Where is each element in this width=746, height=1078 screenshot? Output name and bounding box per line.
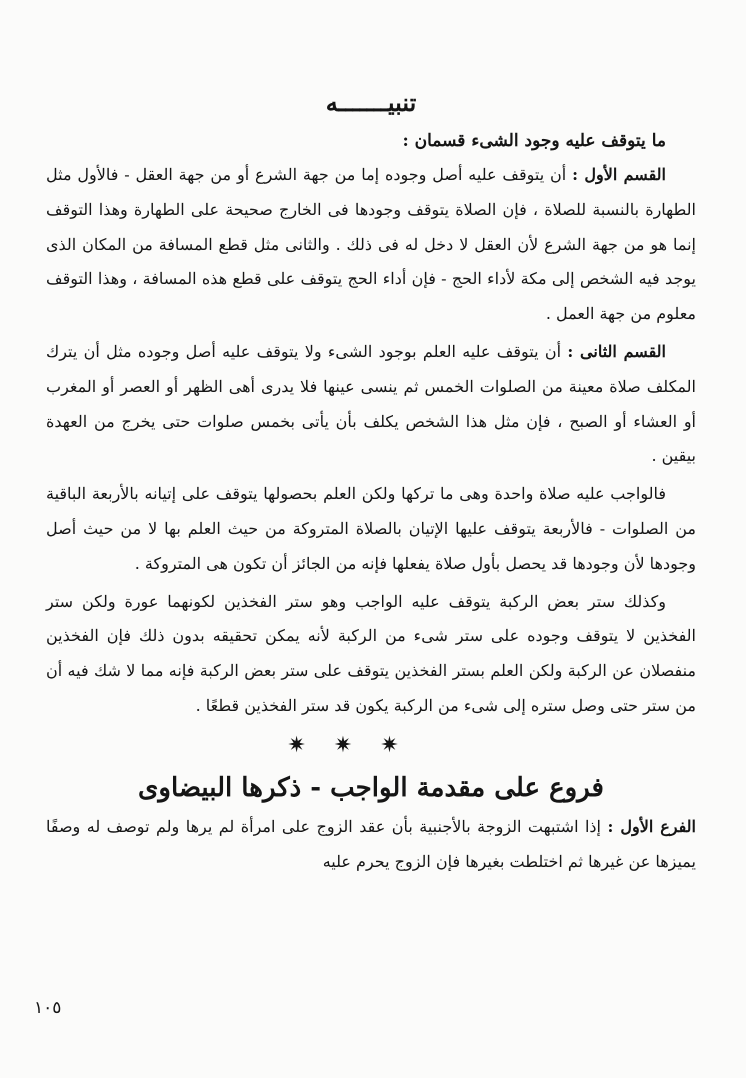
page-number: ١٠٥ <box>34 998 62 1018</box>
paragraph-knee-covering <box>46 585 696 724</box>
section-title: فروع على مقدمة الواجب - ذكرها البيضاوى <box>138 772 604 803</box>
paragraph-section-one <box>46 158 696 332</box>
document-page <box>46 86 696 879</box>
paragraph-section-two <box>46 335 696 474</box>
paragraph-first-branch <box>46 810 696 880</box>
paragraph-text: أن يتوقف عليه العلم بوجود الشىء ولا يتوقف عليه أصل وجوده مثل أن يترك المكلف صلاة معينة من الصلوات الخمس ثم ينسى عينها فلا يدرى أهى الظهر أو العصر أو المغرب أو العشاء أو الصبح ، فإن مثل هذا الشخص يكلف بأن يأتى بخمس صلوات حتى يخرج من العهدة بيقين . <box>46 341 696 466</box>
paragraph-text: أن يتوقف عليه أصل وجوده إما من جهة الشرع أو من جهة العقل - فالأول مثل الطهارة بالنسبة للصلاة ، فإن الصلاة يتوقف وجودها فى الخارج صحيحة على الطهارة وهذا التوقف إنما هو من جهة الشرع لأن العقل لا دخل له فى ذلك . والثانى مثل قطع المسافة من المكان الذى يوجد فيه الشخص إلى مكة لأداء الحج - فإن أداء الحج يتوقف على قطع هذه المسافة ، وهذا التوقف معلوم من جهة العمل . <box>46 165 696 324</box>
subheading: ما يتوقف عليه وجود الشىء قسمان : <box>402 131 666 151</box>
paragraph-text: إذا اشتبهت الزوجة بالأجنبية بأن عقد الزوج على امرأة لم يرها ولم توصف له وصفًا يميزها عن غيرها ثم اختلطت بغيرها فإن الزوج يحرم عليه <box>46 816 696 871</box>
paragraph-lead: القسم الثانى : <box>567 341 666 361</box>
paragraph-lead: الفرع الأول : <box>607 816 696 836</box>
page-heading: تنبيـــــــه <box>325 88 417 117</box>
section-separator: ✷✷✷ <box>287 732 427 758</box>
paragraph-text: فالواجب عليه صلاة واحدة وهى ما تركها ولكن العلم بحصولها يتوقف على إتيانه بالأربعة الباقية من الصلوات - فالأربعة يتوقف عليها الإتيان بالصلاة المتروكة من حيث العلم بها لا من حيث أصل وجودها لأن وجودها قد يحصل بأول صلاة يفعلها فإنه من الجائز أن تكون هى المتروكة . <box>46 484 696 573</box>
paragraph-lead: القسم الأول : <box>572 165 666 184</box>
paragraph-obligation <box>46 477 696 581</box>
paragraph-text: وكذلك ستر بعض الركبة يتوقف عليه الواجب وهو ستر الفخذين لكونهما عورة ولكن ستر الفخذين لا يتوقف وجوده على ستر شىء من الركبة لأنه يمكن تحقيقه بدون ذلك فإن الفخذين منفصلان عن الركبة ولكن العلم بستر الفخذين يتوقف على ستر بعض الركبة فإنه مما لا شك فيه أن من ستر حتى وصل ستره إلى شىء من الركبة يكون قد ستر الفخذين قطعًا . <box>46 591 696 715</box>
